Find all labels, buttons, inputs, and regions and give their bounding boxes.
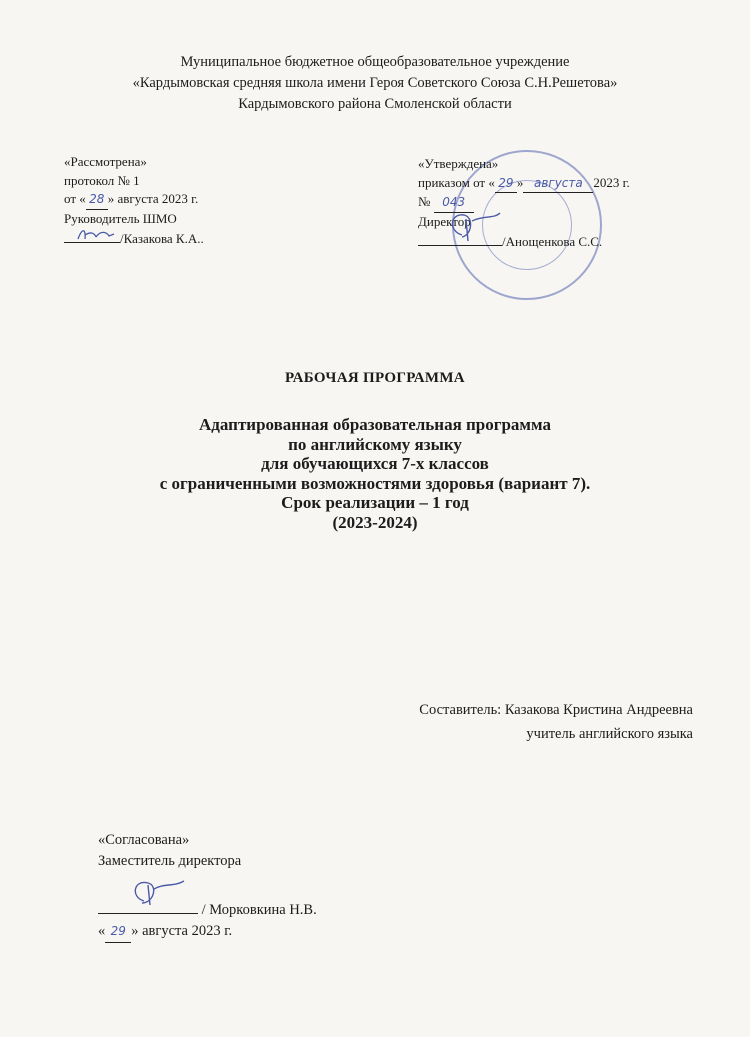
approved-label: «Утверждена» [418,156,499,171]
compiler-name: Составитель: Казакова Кристина Андреевна [419,702,693,718]
reviewed-signature [64,228,120,243]
program-line: Срок реализации – 1 год [281,493,469,512]
institution-line-1: Муниципальное бюджетное общеобразовательное учреждение [180,54,570,70]
handwritten-signature-director [444,209,504,243]
agreed-label: «Согласована» [98,832,190,848]
compiler-position: учитель английского языка [526,726,693,742]
approved-order-number: № 043 [418,193,630,213]
reviewed-label: «Рассмотрена» [64,154,147,169]
approved-order-date: приказом от « 29 » августа 2023 г. [418,174,630,194]
reviewed-date: от « 28 » августа 2023 г. [64,190,204,210]
agreed-role: Заместитель директора [98,853,242,869]
handwritten-signature-kazakova [76,226,116,242]
reviewed-block [64,153,204,249]
program-description [0,415,750,532]
handwritten-signature-morkovkina [128,875,188,909]
approved-signature-line: /Анощенкова С.С. [418,231,630,252]
institution-header [0,52,750,115]
author-block [419,698,693,746]
institution-line-3: Кардымовского района Смоленской области [238,96,512,112]
program-line: для обучающихся 7-х классов [261,454,489,473]
agreed-signature [98,899,198,914]
program-line: с ограниченными возможностями здоровья (вариант 7). [159,473,591,493]
document-title: РАБОЧАЯ ПРОГРАММА [285,370,465,386]
program-line: (2023-2024) [332,512,418,532]
agreed-signature-line: / Морковкина Н.В. [98,899,317,921]
agreed-block [98,830,317,943]
program-line: Адаптированная образовательная программа [199,415,551,434]
approved-block [418,155,630,252]
reviewed-signature-line: /Казакова К.А.. [64,228,204,249]
reviewed-day-field: 28 [86,190,108,210]
approved-role: Директор [418,213,471,229]
program-line: по английскому языку [288,434,462,454]
institution-line-2: «Кардымовская средняя школа имени Героя Советского Союза С.Н.Решетова» [132,75,618,91]
reviewed-role: Руководитель ШМО [64,210,177,226]
reviewed-protocol: протокол № 1 [64,172,140,188]
approved-signature [418,231,502,246]
agreed-date: « 29 » августа 2023 г. [98,921,317,943]
